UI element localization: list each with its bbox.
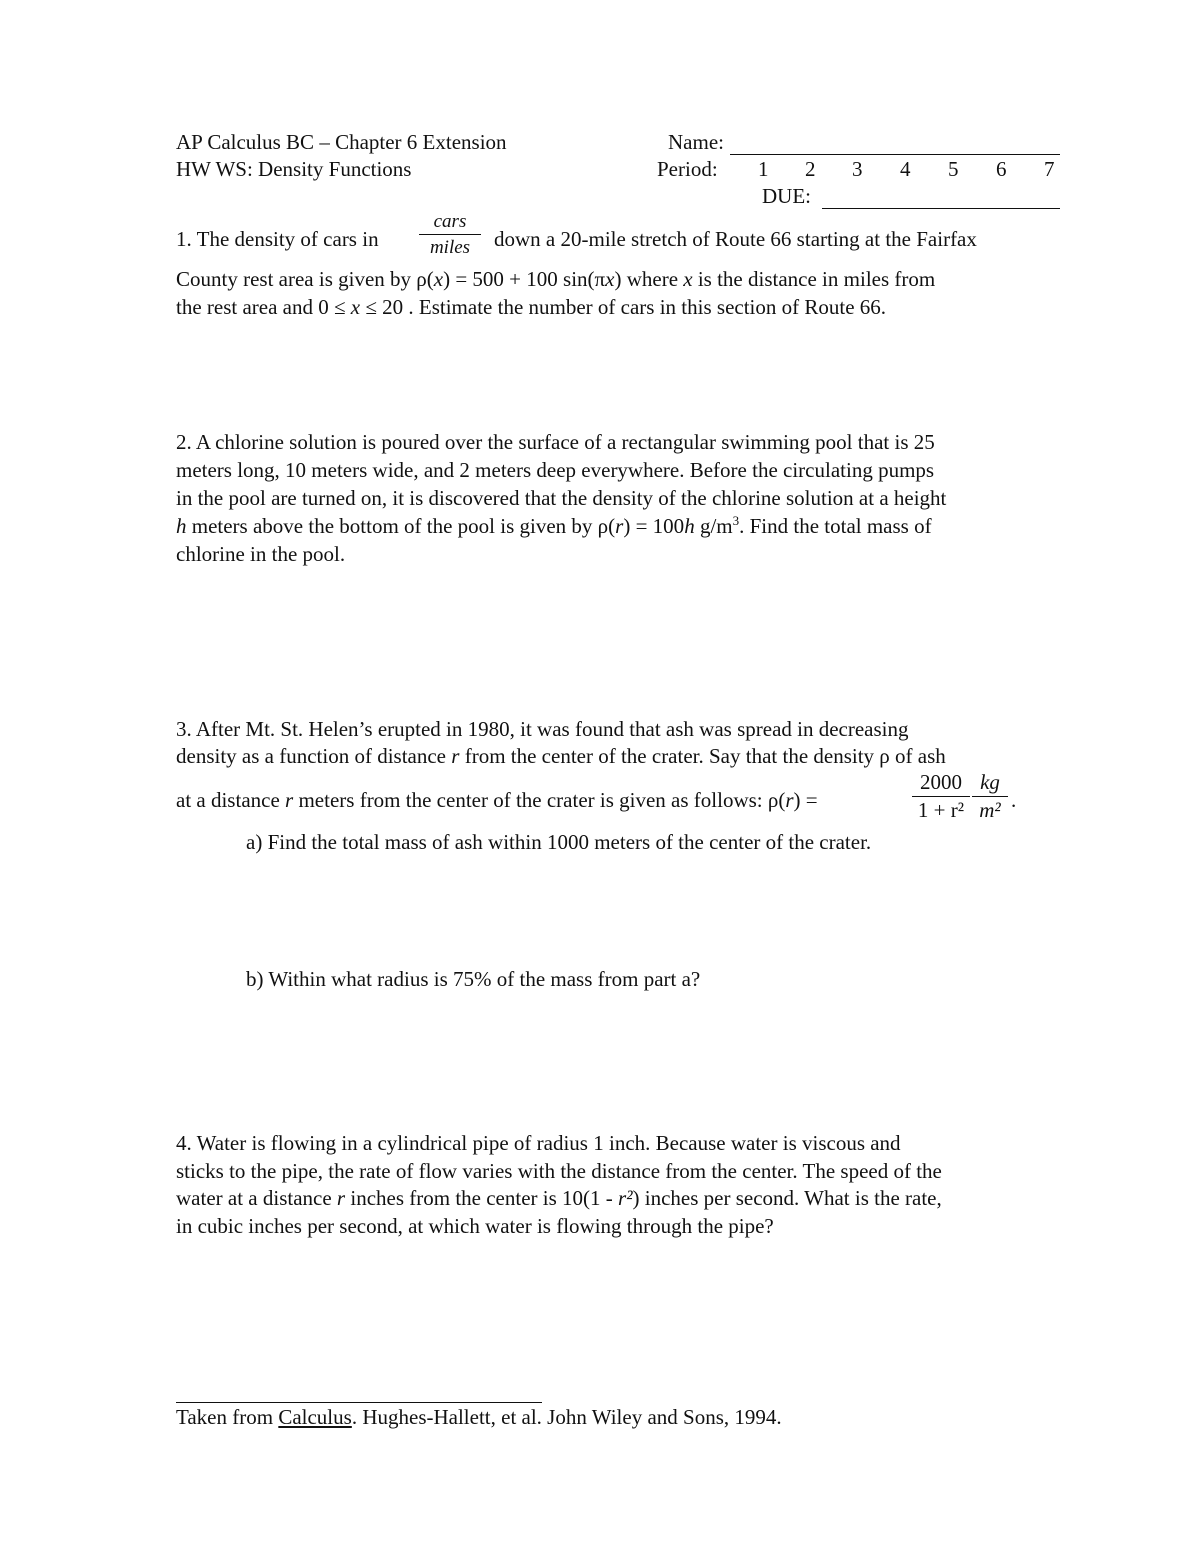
q3-fraction1-bar <box>912 796 970 797</box>
name-label: Name: <box>668 130 724 154</box>
q1-unit-numerator: cars <box>433 211 467 232</box>
q3-unit-fraction <box>972 772 1008 821</box>
q3-density-fraction <box>912 772 970 821</box>
q1-line2-b: ) = 500 + 100 sin(π <box>443 267 606 291</box>
q3-part-b: b) Within what radius is 75% of the mass from part a? <box>246 967 701 991</box>
q2-var-h: h <box>176 514 187 538</box>
q3-line3 <box>176 790 818 811</box>
q3-line2-b: from the center of the crater. Say that the density ρ of ash <box>464 744 946 768</box>
q2-line4 <box>176 513 932 538</box>
q4-line3-c: ) inches per second. What is the rate, <box>632 1186 942 1210</box>
q2-line3: in the pool are turned on, it is discovered that the density of the chlorine solution at a height <box>176 486 947 510</box>
q1-line2 <box>176 269 935 290</box>
q2-var-r: r <box>615 514 624 538</box>
period-label: Period: <box>657 157 718 181</box>
q3-line3-c: ) = <box>793 788 818 812</box>
q2-line4-b: ) = 100 <box>623 514 685 538</box>
q1-line2-a: County rest area is given by ρ( <box>176 267 434 291</box>
q3-line1: 3. After Mt. St. Helen’s erupted in 1980, it was found that ash was spread in decreasing <box>176 717 909 741</box>
q2-exponent: 3 <box>732 513 740 528</box>
due-label: DUE: <box>762 184 811 208</box>
q1-var-x3: x <box>683 267 693 291</box>
q3-var-r2: r <box>285 788 294 812</box>
q1-line2-d: is the distance in miles from <box>697 267 936 291</box>
q4-line3-b: inches from the center is 10(1 - <box>350 1186 613 1210</box>
q2-line2: meters long, 10 meters wide, and 2 meters deep everywhere. Before the circulating pumps <box>176 458 935 482</box>
q3-line3-a: at a distance <box>176 788 280 812</box>
period-option-4[interactable]: 4 <box>900 157 911 181</box>
q4-line4: in cubic inches per second, at which water is flowing through the pipe? <box>176 1214 774 1238</box>
q3-part-a: a) Find the total mass of ash within 1000 meters of the center of the crater. <box>246 830 872 854</box>
q3-period: . <box>1011 788 1017 812</box>
period-option-1[interactable]: 1 <box>758 157 769 181</box>
q2-line5: chlorine in the pool. <box>176 542 346 566</box>
footnote <box>176 1407 782 1428</box>
footnote-lead: Taken from <box>176 1405 274 1429</box>
period-option-7[interactable]: 7 <box>1044 157 1055 181</box>
course-title: AP Calculus BC – Chapter 6 Extension <box>176 130 507 154</box>
due-field-line[interactable] <box>822 208 1060 209</box>
q1-var-x4: x <box>350 295 361 319</box>
q2-line4-a: meters above the bottom of the pool is given by ρ( <box>191 514 616 538</box>
q1-lead: 1. The density of cars in <box>176 227 379 251</box>
q3-fraction2-numerator: kg <box>980 770 1000 794</box>
period-option-5[interactable]: 5 <box>948 157 959 181</box>
q3-fraction1-numerator: 2000 <box>920 770 962 794</box>
q4-line2: sticks to the pipe, the rate of flow varies with the distance from the center. The speed of the <box>176 1159 942 1183</box>
q1-line3-b: ≤ 20 . Estimate the number of cars in this section of Route 66. <box>365 295 887 319</box>
q1-line3-a: the rest area and 0 ≤ <box>176 295 346 319</box>
q3-fraction1-denominator: 1 + r² <box>917 798 965 822</box>
period-option-3[interactable]: 3 <box>852 157 863 181</box>
q2-line1: 2. A chlorine solution is poured over the surface of a rectangular swimming pool that is 25 <box>176 430 935 454</box>
period-option-6[interactable]: 6 <box>996 157 1007 181</box>
q4-var-r2: r² <box>618 1186 633 1210</box>
q4-line1: 4. Water is flowing in a cylindrical pipe of radius 1 inch. Because water is viscous and <box>176 1131 901 1155</box>
q2-line4-d: . Find the total mass of <box>739 514 932 538</box>
q3-line3-b: meters from the center of the crater is given as follows: ρ( <box>298 788 786 812</box>
q1-unit-denominator: miles <box>429 237 471 258</box>
q4-var-r: r <box>336 1186 346 1210</box>
footnote-book-title: Calculus <box>278 1405 352 1429</box>
footnote-rest: . Hughes-Hallett, et al. John Wiley and Sons, 1994. <box>351 1405 782 1429</box>
q3-var-r: r <box>451 744 460 768</box>
q1-unit-fraction <box>419 212 481 257</box>
worksheet-title: HW WS: Density Functions <box>176 157 412 181</box>
name-field-line[interactable] <box>730 154 1060 155</box>
q4-line3-a: water at a distance <box>176 1186 332 1210</box>
q3-var-r3: r <box>785 788 794 812</box>
q3-fraction2-bar <box>972 796 1008 797</box>
q3-line2-a: density as a function of distance <box>176 744 447 768</box>
q2-line4-c: g/m <box>699 514 733 538</box>
q1-var-x2: x <box>605 267 615 291</box>
q3-line2 <box>176 746 946 767</box>
q1-line2-c: ) where <box>614 267 679 291</box>
q4-line3 <box>176 1188 942 1209</box>
q1-var-x: x <box>433 267 444 291</box>
q3-fraction2-denominator: m² <box>979 798 1001 822</box>
period-option-2[interactable]: 2 <box>805 157 816 181</box>
q2-var-h2: h <box>684 514 695 538</box>
q1-line3 <box>176 297 886 318</box>
q1-fraction-bar <box>419 234 481 235</box>
footnote-rule <box>176 1402 542 1403</box>
q1-line1-rest: down a 20-mile stretch of Route 66 starting at the Fairfax <box>494 227 977 251</box>
